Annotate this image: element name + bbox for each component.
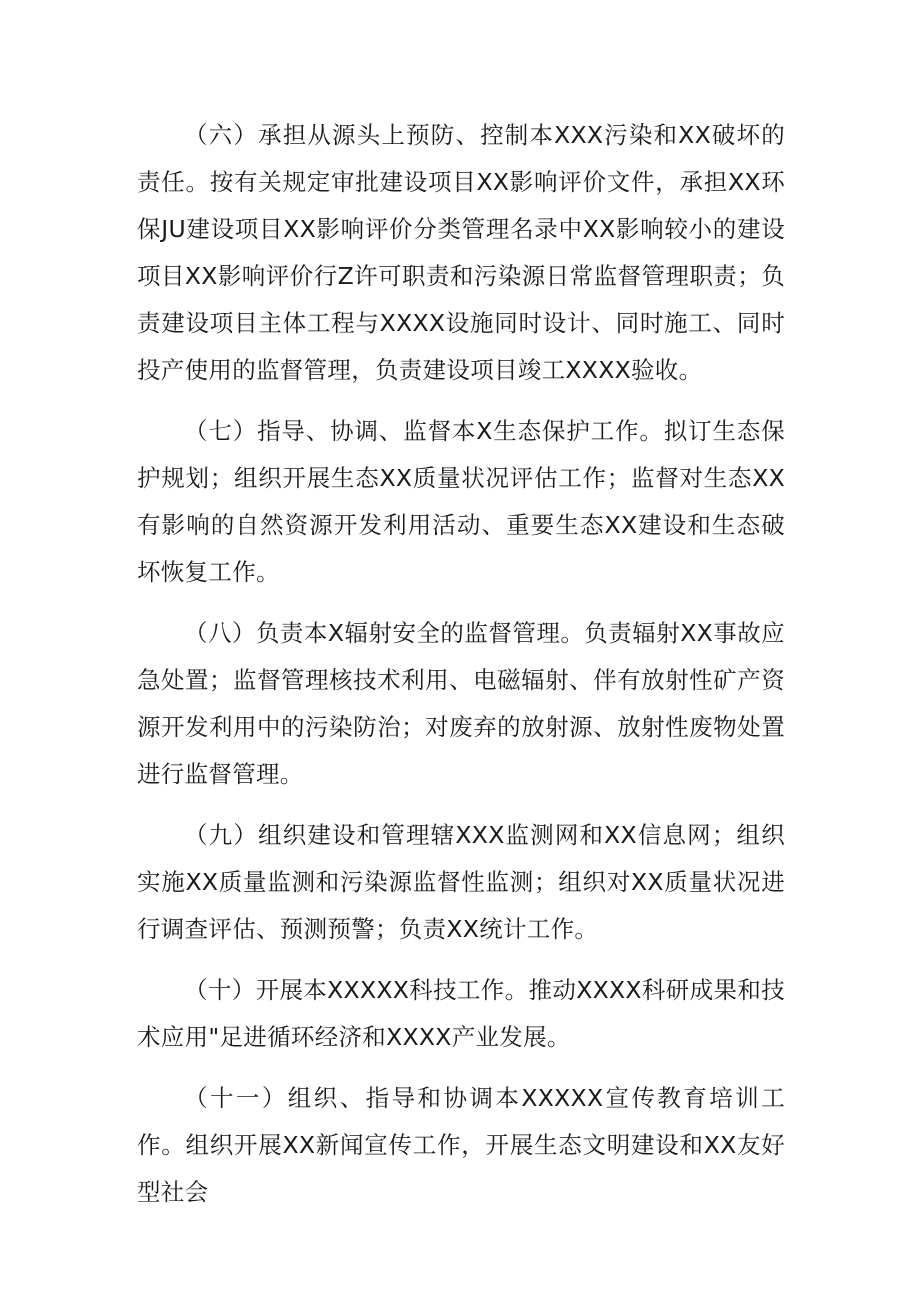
paragraph-nine: （九）组织建设和管理辖XXX监测网和XX信息网；组织实施XX质量监测和污染源监督性监测；组织对XX质量状况进行调查评估、预测预警；负责XX统计工作。: [137, 821, 785, 943]
document-body: [137, 112, 785, 1216]
paragraph-eight: （八）负责本X辐射安全的监督管理。负责辐射XX事故应急处置；监督管理核技术利用、电磁辐射、伴有放射性矿产资源开发利用中的污染防治；对废弃的放射源、放射性废物处置进行监督管理。: [137, 619, 785, 788]
paragraph-eleven: （十一）组织、指导和协调本XXXXX宣传教育培训工作。组织开展XX新闻宣传工作，开展生态文明建设和XX友好型社会: [137, 1084, 785, 1206]
paragraph-ten: （十）开展本XXXXX科技工作。推动XXXX科研成果和技术应用"足进循环经济和XXXX产业发展。: [137, 976, 785, 1051]
paragraph-six: （六）承担从源头上预防、控制本XXX污染和XX破坏的责任。按有关规定审批建设项目XX影响评价文件，承担XX环保JU建设项目XX影响评价分类管理名录中XX影响较小的建设项目XX影响评价行Z许可职责和污染源日常监督管理职责；负责建设项目主体工程与XXXX设施同时设计、同时施工、同时投产使用的监督管理，负责建设项目竣工XXXX验收。: [137, 121, 785, 384]
paragraph-seven: （七）指导、协调、监督本X生态保护工作。拟订生态保护规划；组织开展生态XX质量状况评估工作；监督对生态XX有影响的自然资源开发利用活动、重要生态XX建设和生态破坏恢复工作。: [137, 417, 785, 586]
